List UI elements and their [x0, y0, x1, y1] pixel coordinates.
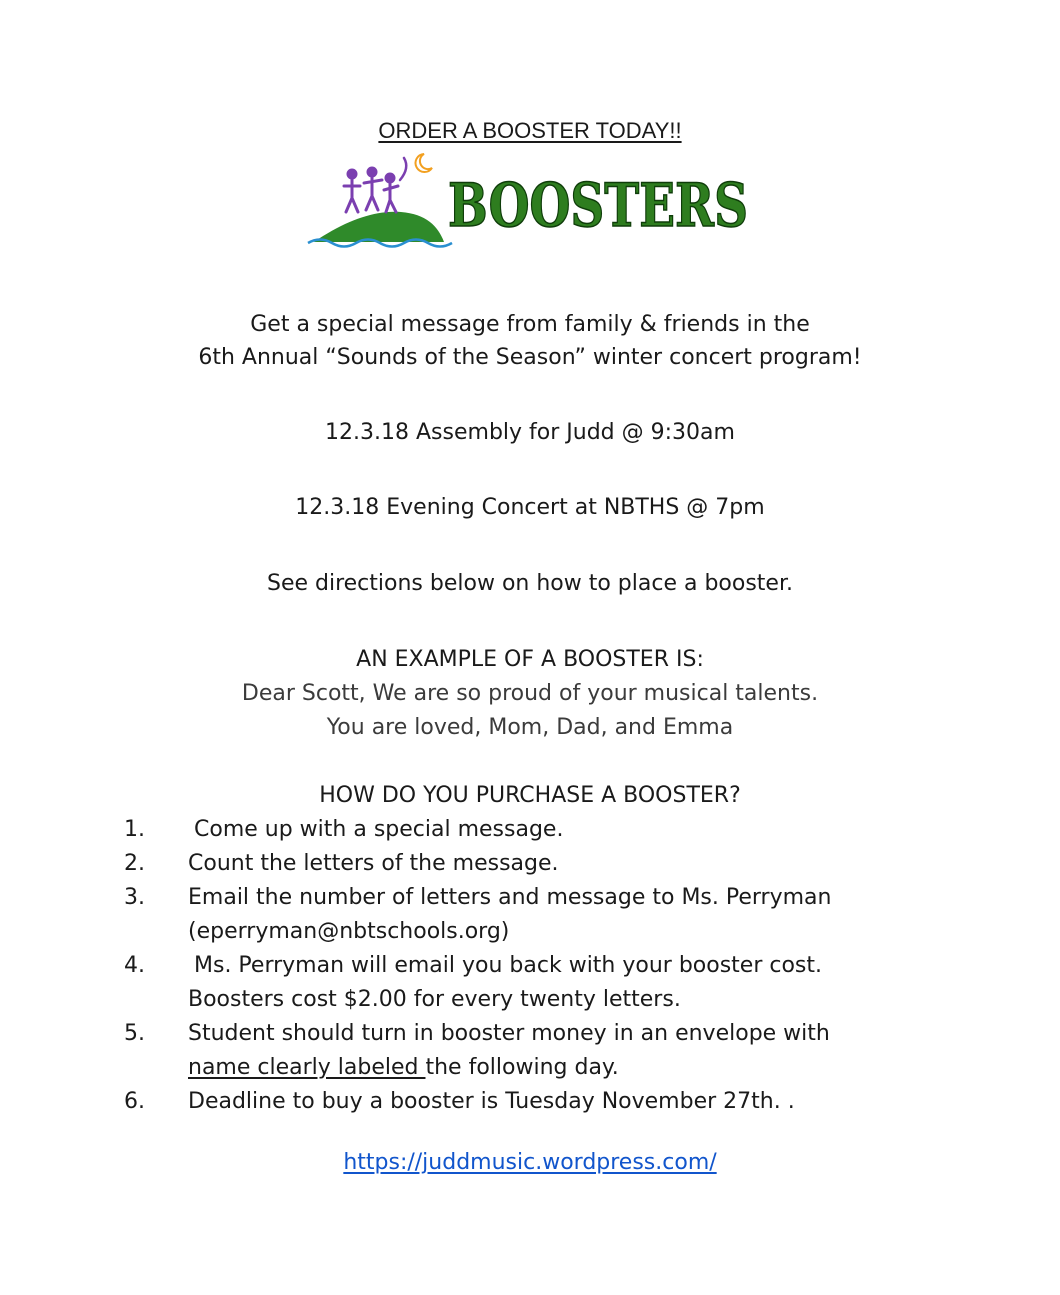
- list-item: [0, 1085, 1060, 1119]
- list-item: [0, 949, 1060, 1017]
- concert-event: 12.3.18 Evening Concert at NBTHS @ 7pm: [295, 495, 765, 520]
- intro-line-1: Get a special message from family & friends in the: [250, 312, 810, 337]
- step-text: Come up with a special message.: [194, 817, 564, 842]
- purchase-steps-list: [0, 813, 1060, 1119]
- step-text: Ms. Perryman will email you back with your booster cost.: [194, 953, 823, 978]
- assembly-event: 12.3.18 Assembly for Judd @ 9:30am: [325, 420, 735, 445]
- logo-figures: [344, 158, 406, 212]
- example-line-2: You are loved, Mom, Dad, and Emma: [326, 715, 734, 740]
- example-title: AN EXAMPLE OF A BOOSTER IS:: [356, 647, 704, 672]
- step-text: Email the number of letters and message to Ms. Perryman: [188, 885, 832, 910]
- step-text-continued: the following day.: [425, 1055, 619, 1080]
- step-text-continued: (eperryman@nbtschools.org): [188, 919, 510, 944]
- website-link[interactable]: https://juddmusic.wordpress.com/: [343, 1150, 717, 1175]
- step-text-continued: Boosters cost $2.00 for every twenty letters.: [188, 987, 681, 1012]
- example-line-1: Dear Scott, We are so proud of your musical talents.: [241, 681, 819, 706]
- logo-text: BOOSTERS: [448, 171, 748, 241]
- step-text: Student should turn in booster money in an envelope with: [188, 1021, 830, 1046]
- step-number: 2.: [124, 851, 145, 876]
- intro-line-2: 6th Annual “Sounds of the Season” winter concert program!: [198, 345, 862, 370]
- step-number: 4.: [124, 953, 145, 978]
- step-number: 6.: [124, 1089, 145, 1114]
- step-text: Count the letters of the message.: [188, 851, 559, 876]
- how-to-title: HOW DO YOU PURCHASE A BOOSTER?: [319, 783, 741, 808]
- step-number: 3.: [124, 885, 145, 910]
- step-number: 1.: [124, 817, 145, 842]
- directions-note: See directions below on how to place a booster.: [266, 571, 793, 596]
- list-item: [0, 881, 1060, 949]
- list-item: [0, 847, 1060, 881]
- logo-moon: [416, 154, 432, 172]
- step-number: 5.: [124, 1021, 145, 1046]
- list-item: [0, 1017, 1060, 1085]
- step-text-underlined: name clearly labeled: [188, 1055, 426, 1080]
- list-item: [0, 813, 1060, 847]
- step-text: Deadline to buy a booster is Tuesday November 27th. .: [188, 1089, 795, 1114]
- logo-hill: [314, 212, 444, 242]
- boosters-logo: [306, 150, 756, 255]
- page-title: ORDER A BOOSTER TODAY!!: [378, 118, 682, 143]
